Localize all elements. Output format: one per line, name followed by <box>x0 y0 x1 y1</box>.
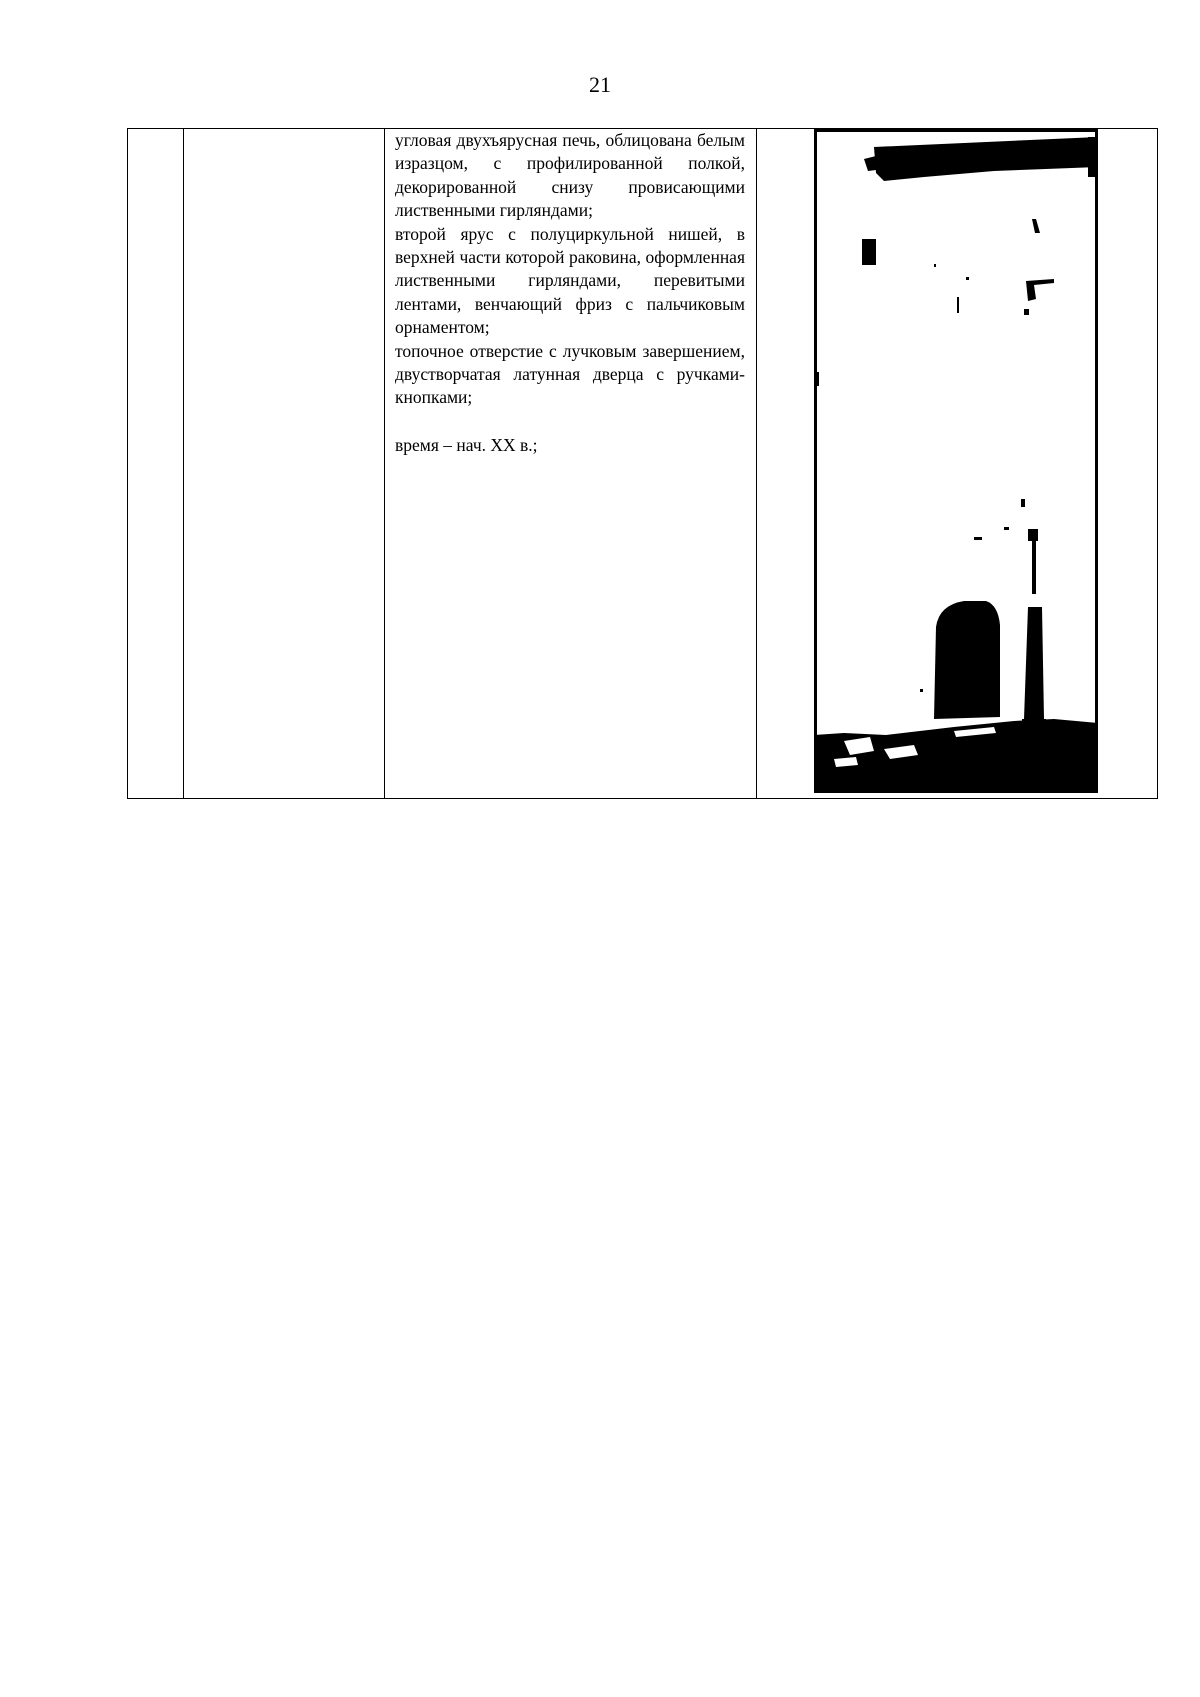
description-paragraph: топочное отверстие с лучковым завершением, двустворчатая латунная дверца с ручками-кнопками; <box>395 340 745 408</box>
dating-text: время – нач. XX в.; <box>395 434 538 455</box>
page-number: 21 <box>589 72 611 97</box>
photo-cell <box>757 129 1158 799</box>
description-paragraph: второй ярус с полуциркульной нишей, в верхней части которой раковина, оформленная лиственными гирляндами, перевитыми лентами, венчающий фриз с пальчиковым орнаментом; <box>395 223 745 338</box>
paragraph-gap <box>395 410 745 434</box>
table-row <box>128 129 1158 799</box>
number-cell <box>128 129 184 799</box>
photo-wrap <box>757 129 1157 798</box>
name-cell <box>184 129 385 799</box>
stove-photo <box>814 129 1098 793</box>
object-table <box>127 128 1158 799</box>
description-cell <box>385 129 757 799</box>
description-paragraph: угловая двухъярусная печь, облицована белым изразцом, с профилированной полкой, декорированной снизу провисающими лиственными гирляндами; <box>395 130 745 221</box>
